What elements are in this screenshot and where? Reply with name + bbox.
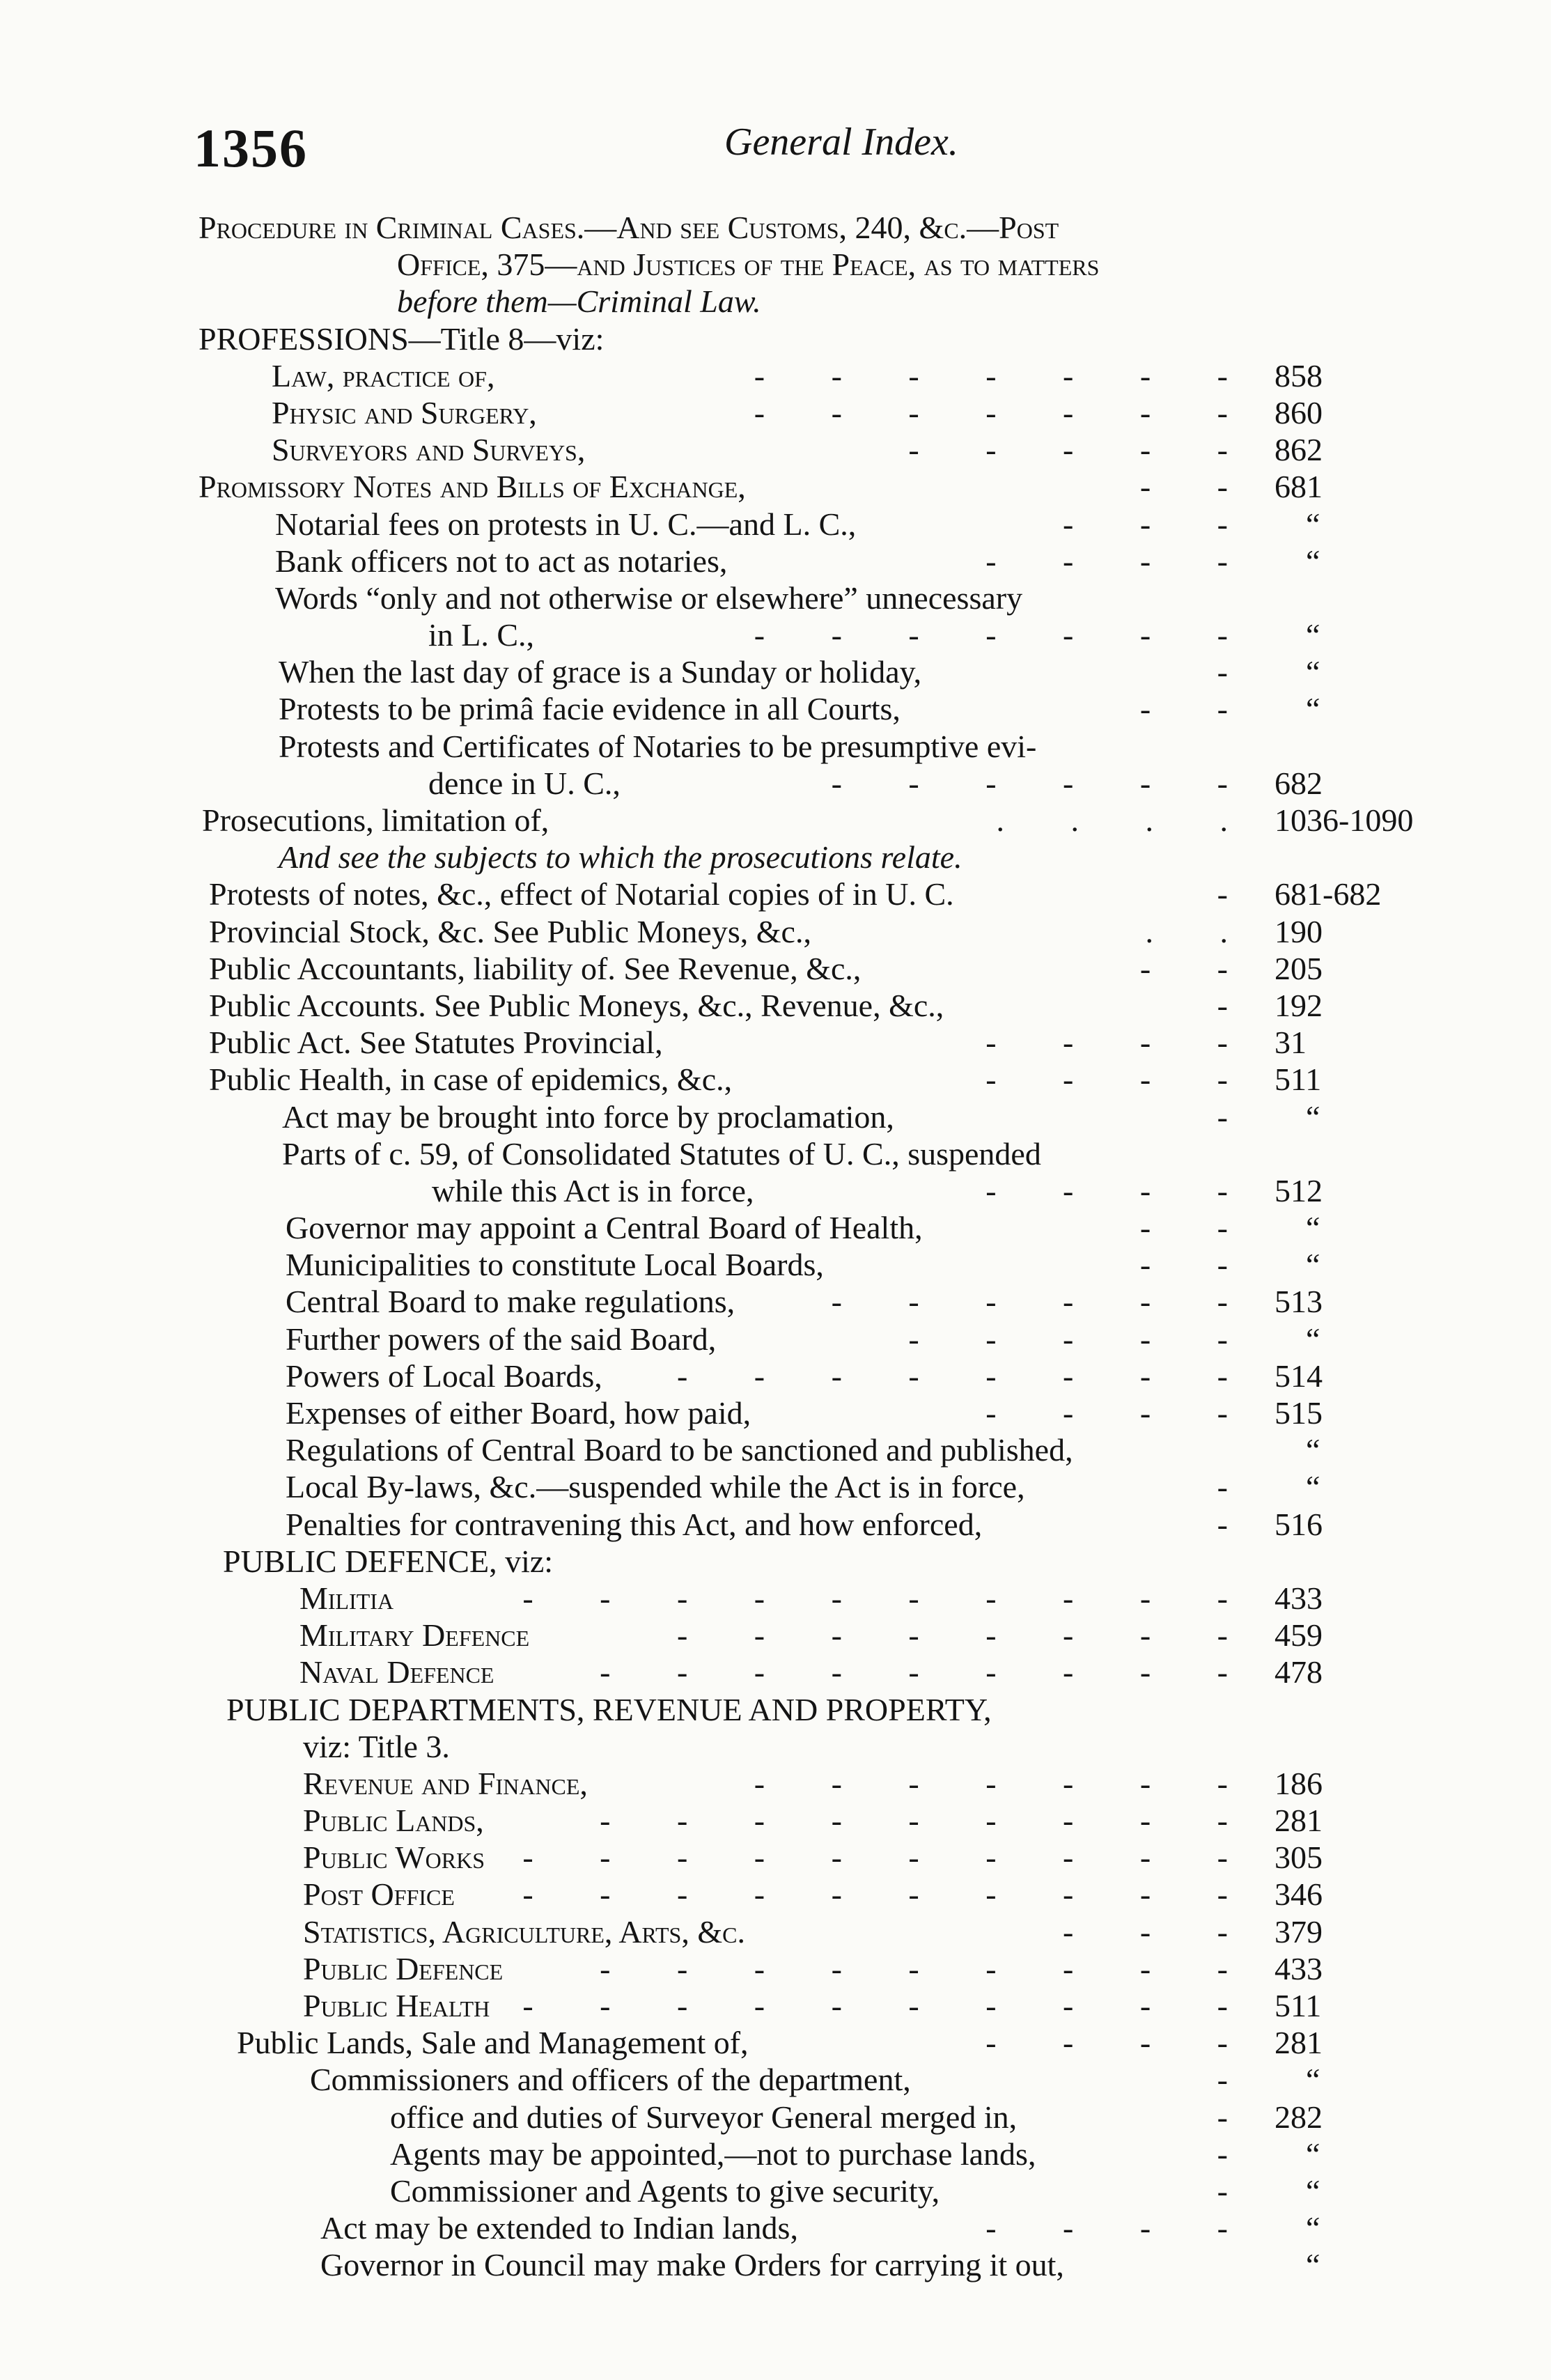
- page-reference: 862: [1275, 432, 1323, 468]
- index-line: [0, 1839, 1551, 1876]
- index-entry-text: Law, practice of,: [272, 357, 495, 394]
- index-entry-text: PUBLIC DEPARTMENTS, REVENUE AND PROPERTY,: [226, 1691, 992, 1727]
- dot-leaders: - - - -: [985, 2210, 1257, 2246]
- page-reference: 682: [1275, 765, 1323, 801]
- index-line: [0, 1654, 1551, 1690]
- page-reference: “: [1306, 654, 1320, 690]
- index-line: [0, 2209, 1551, 2246]
- index-entry-text: Central Board to make regulations,: [286, 1284, 735, 1320]
- page-reference: 281: [1275, 2025, 1323, 2061]
- index-entry-text: Promissory Notes and Bills of Exchange,: [198, 469, 746, 505]
- index-line: [0, 1617, 1551, 1654]
- index-line: [0, 690, 1551, 727]
- index-entry-text: Public Lands,: [303, 1803, 484, 1839]
- index-line: [0, 987, 1551, 1024]
- index-line: [0, 1024, 1551, 1061]
- page-reference: 190: [1275, 913, 1323, 949]
- index-line: [0, 1543, 1551, 1580]
- index-line: [0, 1987, 1551, 2024]
- index-entry-text: Office, 375—and Justices of the Peace, as to matters: [397, 247, 1100, 283]
- index-entry-text: Notarial fees on protests in U. C.—and L. C.,: [275, 506, 857, 542]
- dot-leaders: - - - - - - - - - -: [522, 1840, 1257, 1876]
- index-line: [0, 209, 1551, 246]
- page-reference: 511: [1275, 1061, 1322, 1098]
- index-line: [0, 728, 1551, 765]
- dot-leaders: -: [1217, 987, 1257, 1023]
- page-reference: 205: [1275, 950, 1323, 986]
- index-entry-text: Commissioner and Agents to give security,: [390, 2172, 940, 2209]
- index-entry-text: Surveyors and Surveys,: [272, 432, 586, 468]
- index-line: [0, 1691, 1551, 1728]
- index-entry-text: viz: Title 3.: [303, 1728, 450, 1764]
- index-entry-text: Provincial Stock, &c. See Public Moneys, &c.,: [209, 913, 811, 949]
- index-line: [0, 543, 1551, 580]
- dot-leaders: - - -: [1063, 1913, 1257, 1950]
- dot-leaders: - - - - - - - - - -: [522, 1580, 1257, 1616]
- dot-leaders: - - - - -: [908, 1321, 1257, 1357]
- index-line: [0, 1765, 1551, 1802]
- page-reference: “: [1306, 2172, 1320, 2209]
- dot-leaders: - - - - -: [908, 432, 1257, 468]
- index-entry-text: Commissioners and officers of the department,: [310, 2062, 911, 2098]
- dot-leaders: . . . .: [996, 802, 1257, 838]
- dot-leaders: - - - - - - -: [754, 617, 1257, 653]
- index-line: [0, 2172, 1551, 2209]
- page-reference: 281: [1275, 1803, 1323, 1839]
- index-entry-text: Post Office: [303, 1876, 455, 1913]
- index-entry-text: Bank officers not to act as notaries,: [275, 543, 728, 579]
- page-reference: 512: [1275, 1172, 1323, 1208]
- dot-leaders: - -: [1139, 1247, 1257, 1283]
- page-reference: 379: [1275, 1913, 1323, 1950]
- index-entry-text: Public Accountants, liability of. See Revenue, &c.,: [209, 950, 862, 986]
- index-entry-text: PUBLIC DEFENCE, viz:: [223, 1543, 554, 1579]
- dot-leaders: - - - - - -: [831, 765, 1257, 801]
- index-line: [0, 653, 1551, 690]
- page-reference: 282: [1275, 2099, 1323, 2135]
- dot-leaders: - - - - - - - -: [676, 1358, 1257, 1394]
- index-entries: [0, 209, 1551, 2284]
- index-entry-text: Public Defence: [303, 1950, 504, 1986]
- index-entry-text: Act may be brought into force by proclamation,: [282, 1098, 894, 1135]
- page-reference: “: [1306, 2136, 1320, 2172]
- index-line: [0, 320, 1551, 357]
- index-entry-text: Public Act. See Statutes Provincial,: [209, 1025, 663, 1061]
- page-reference: 459: [1275, 1617, 1323, 1654]
- index-entry-text: before them—Criminal Law.: [397, 283, 761, 320]
- index-line: [0, 1061, 1551, 1098]
- index-entry-text: Protests to be primâ facie evidence in all Courts,: [279, 691, 901, 727]
- dot-leaders: -: [1217, 2062, 1257, 2098]
- page-reference: “: [1306, 1469, 1320, 1505]
- index-entry-text: Public Health: [303, 1988, 490, 2023]
- dot-leaders: - -: [1139, 1210, 1257, 1246]
- index-entry-text: Words “only and not otherwise or elsewhere” unnecessary: [275, 580, 1023, 616]
- page-reference: 860: [1275, 394, 1323, 430]
- page-reference: 433: [1275, 1950, 1323, 1986]
- index-entry-text: PROFESSIONS—Title 8—viz:: [198, 320, 605, 357]
- index-entry-text: Further powers of the said Board,: [286, 1321, 717, 1357]
- index-entry-text: dence in U. C.,: [428, 765, 621, 801]
- index-line: [0, 357, 1551, 394]
- index-entry-text: Public Works: [303, 1840, 485, 1876]
- index-line: [0, 839, 1551, 876]
- page-reference: “: [1306, 1247, 1320, 1283]
- dot-leaders: - - - -: [985, 2025, 1257, 2061]
- index-entry-text: And see the subjects to which the prosecutions relate.: [279, 839, 962, 876]
- index-entry-text: Act may be extended to Indian lands,: [320, 2210, 798, 2246]
- dot-leaders: - - -: [1063, 506, 1257, 542]
- page-reference: “: [1306, 1098, 1320, 1135]
- page-reference: 305: [1275, 1840, 1323, 1876]
- index-entry-text: Regulations of Central Board to be sanctioned and published,: [286, 1432, 1073, 1468]
- page-reference: 186: [1275, 1765, 1323, 1801]
- dot-leaders: -: [1217, 2136, 1257, 2172]
- dot-leaders: - - - - - - - - - -: [522, 1876, 1257, 1913]
- index-entry-text: Governor in Council may make Orders for carrying it out,: [320, 2247, 1064, 2283]
- page-reference: 346: [1275, 1876, 1323, 1913]
- index-line: [0, 1580, 1551, 1617]
- index-entry-text: Prosecutions, limitation of,: [202, 802, 550, 838]
- index-line: [0, 1431, 1551, 1468]
- page-reference: “: [1306, 1432, 1320, 1468]
- index-line: [0, 1358, 1551, 1394]
- dot-leaders: - - - -: [985, 543, 1257, 579]
- index-entry-text: Powers of Local Boards,: [286, 1358, 602, 1394]
- index-line: [0, 1950, 1551, 1987]
- dot-leaders: -: [1217, 1506, 1257, 1542]
- page-reference: “: [1306, 506, 1320, 542]
- index-line: [0, 1246, 1551, 1283]
- index-entry-text: Local By-laws, &c.—suspended while the Act is in force,: [286, 1469, 1025, 1505]
- index-entry-text: Penalties for contravening this Act, and how enforced,: [286, 1506, 983, 1542]
- index-line: [0, 616, 1551, 653]
- index-entry-text: Governor may appoint a Central Board of Health,: [286, 1210, 923, 1246]
- index-line: [0, 913, 1551, 950]
- dot-leaders: -: [1217, 2172, 1257, 2209]
- index-line: [0, 246, 1551, 283]
- dot-leaders: - - - - - - - -: [676, 1617, 1257, 1654]
- index-entry-text: while this Act is in force,: [432, 1172, 754, 1208]
- dot-leaders: - -: [1139, 950, 1257, 986]
- index-line: [0, 1172, 1551, 1209]
- dot-leaders: - - - - - - - - -: [600, 1654, 1257, 1690]
- index-line: [0, 580, 1551, 616]
- page-reference: 511: [1275, 1988, 1322, 2023]
- index-line: [0, 2061, 1551, 2098]
- index-line: [0, 1098, 1551, 1135]
- page-reference: 514: [1275, 1358, 1323, 1394]
- index-entry-text: When the last day of grace is a Sunday or holiday,: [279, 654, 922, 690]
- index-entry-text: Expenses of either Board, how paid,: [286, 1395, 751, 1431]
- index-line: [0, 431, 1551, 468]
- index-line: [0, 1321, 1551, 1358]
- dot-leaders: - - - - - - - - - -: [522, 1988, 1257, 2023]
- index-line: [0, 1394, 1551, 1431]
- dot-leaders: - -: [1139, 469, 1257, 505]
- page-reference: 31: [1275, 1025, 1307, 1061]
- index-entry-text: Parts of c. 59, of Consolidated Statutes of U. C., suspended: [282, 1135, 1041, 1172]
- page-reference: 681-682: [1275, 876, 1382, 912]
- dot-leaders: - - - -: [985, 1061, 1257, 1098]
- dot-leaders: -: [1217, 876, 1257, 912]
- index-entry-text: Public Accounts. See Public Moneys, &c., Revenue, &c.,: [209, 987, 944, 1023]
- page-reference: 858: [1275, 357, 1323, 394]
- page-reference: “: [1306, 2210, 1320, 2246]
- index-line: [0, 1135, 1551, 1172]
- index-entry-text: Militia: [299, 1580, 394, 1616]
- index-entry-text: in L. C.,: [428, 617, 535, 653]
- index-entry-text: Agents may be appointed,—not to purchase lands,: [390, 2136, 1036, 2172]
- page-reference: “: [1306, 1210, 1320, 1246]
- index-line: [0, 1209, 1551, 1246]
- page-reference: 433: [1275, 1580, 1323, 1616]
- index-line: [0, 1506, 1551, 1543]
- index-line: [0, 1802, 1551, 1839]
- dot-leaders: - - - - - - -: [754, 1765, 1257, 1801]
- index-entry-text: Public Health, in case of epidemics, &c.,: [209, 1061, 733, 1098]
- page-reference: 516: [1275, 1506, 1323, 1542]
- index-line: [0, 802, 1551, 839]
- dot-leaders: . .: [1145, 913, 1257, 949]
- index-entry-text: Protests and Certificates of Notaries to be presumptive evi-: [279, 728, 1037, 764]
- dot-leaders: - - - -: [985, 1025, 1257, 1061]
- index-line: [0, 394, 1551, 431]
- page-reference: 681: [1275, 469, 1323, 505]
- dot-leaders: - - - - - - - - -: [600, 1950, 1257, 1986]
- index-line: [0, 2099, 1551, 2136]
- index-line: [0, 1283, 1551, 1320]
- index-entry-text: Public Lands, Sale and Management of,: [237, 2025, 749, 2061]
- dot-leaders: -: [1217, 654, 1257, 690]
- index-line: [0, 876, 1551, 912]
- page-reference: 478: [1275, 1654, 1323, 1690]
- index-line: [0, 765, 1551, 802]
- dot-leaders: - - - - - - -: [754, 394, 1257, 430]
- index-entry-text: office and duties of Surveyor General merged in,: [390, 2099, 1018, 2135]
- page-reference: “: [1306, 543, 1320, 579]
- page-reference: “: [1306, 691, 1320, 727]
- page-reference: 515: [1275, 1395, 1323, 1431]
- index-line: [0, 468, 1551, 505]
- index-line: [0, 283, 1551, 320]
- page-reference: “: [1306, 2247, 1320, 2283]
- index-entry-text: Statistics, Agriculture, Arts, &c.: [303, 1913, 745, 1950]
- dot-leaders: - - - -: [985, 1395, 1257, 1431]
- page-reference: 192: [1275, 987, 1323, 1023]
- index-line: [0, 2024, 1551, 2061]
- index-entry-text: Procedure in Criminal Cases.—And see Customs, 240, &c.—Post: [198, 210, 1059, 245]
- index-entry-text: Protests of notes, &c., effect of Notarial copies of in U. C.: [209, 876, 954, 912]
- index-line: [0, 1876, 1551, 1913]
- page-reference: 513: [1275, 1284, 1323, 1320]
- index-line: [0, 506, 1551, 543]
- index-entry-text: Municipalities to constitute Local Boards,: [286, 1247, 824, 1283]
- index-line: [0, 1913, 1551, 1950]
- page-reference: “: [1306, 2062, 1320, 2098]
- dot-leaders: - - - -: [985, 1172, 1257, 1208]
- index-line: [0, 2246, 1551, 2283]
- page-reference: “: [1306, 617, 1320, 653]
- index-entry-text: Naval Defence: [299, 1654, 494, 1690]
- index-entry-text: Revenue and Finance,: [303, 1765, 588, 1801]
- page-reference: “: [1306, 1321, 1320, 1357]
- dot-leaders: -: [1217, 1098, 1257, 1135]
- index-line: [0, 950, 1551, 987]
- dot-leaders: -: [1217, 1469, 1257, 1505]
- index-line: [0, 2136, 1551, 2172]
- index-entry-text: Military Defence: [299, 1617, 530, 1654]
- dot-leaders: - - - - - - -: [754, 357, 1257, 394]
- index-entry-text: Physic and Surgery,: [272, 394, 537, 430]
- page-number: 1356: [194, 118, 308, 178]
- index-line: [0, 1468, 1551, 1505]
- dot-leaders: - -: [1139, 691, 1257, 727]
- dot-leaders: - - - - - - - - -: [600, 1803, 1257, 1839]
- dot-leaders: - - - - - -: [831, 1284, 1257, 1320]
- running-head-title: General Index.: [724, 120, 958, 164]
- index-line: [0, 1728, 1551, 1765]
- page-reference: 1036-1090: [1275, 802, 1414, 838]
- dot-leaders: -: [1217, 2099, 1257, 2135]
